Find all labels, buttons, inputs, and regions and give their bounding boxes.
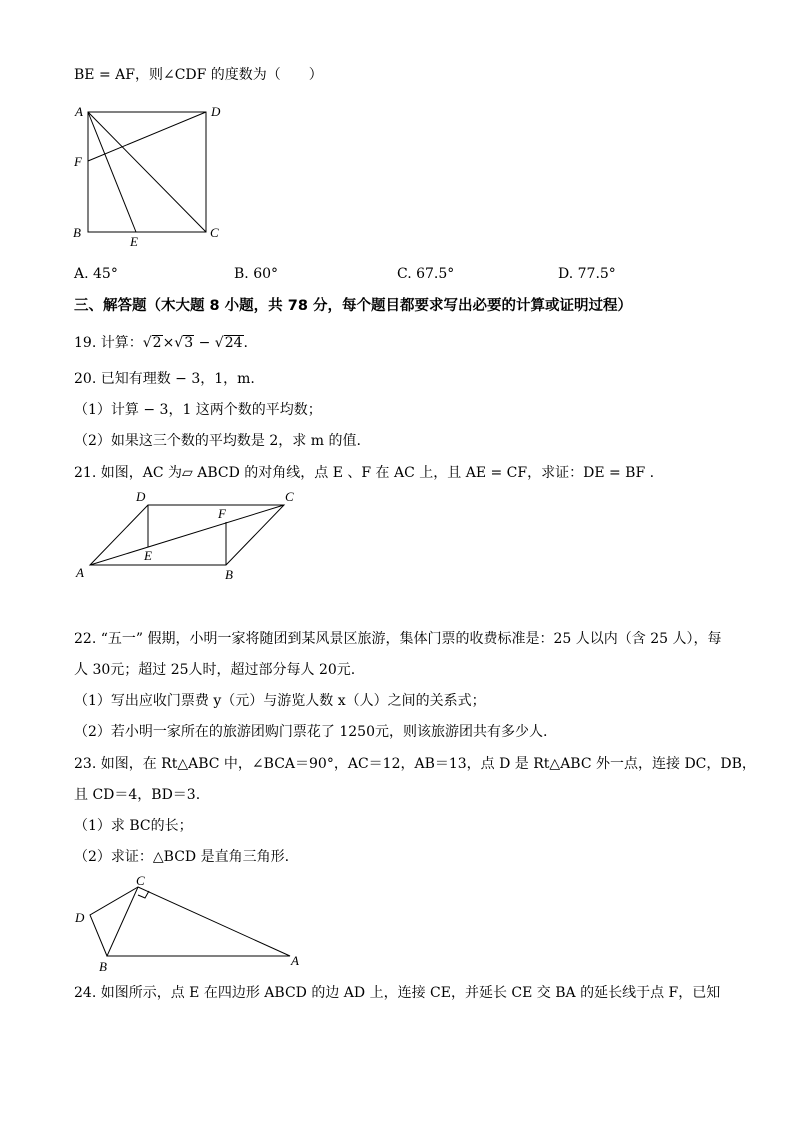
- q23-label-A: A: [291, 953, 299, 968]
- q23-part1: （1）求 BC的长；: [74, 818, 193, 834]
- q21-stem: 21. 如图，AC 为▱ ABCD 的对角线，点 E 、F 在 AC 上，且 AE = CF，求证：DE = BF .: [74, 465, 655, 481]
- q21-label-F: F: [218, 506, 226, 521]
- q18-label-A: A: [75, 104, 83, 119]
- q20-part1: （1）计算 − 3，1 这两个数的平均数；: [74, 402, 322, 418]
- section-three-title: 三、解答题（木大题 8 小题，共 78 分，每个题目都要求写出必要的计算或证明过程）: [74, 298, 632, 314]
- q22-line1: 22. “五一” 假期，小明一家将随团到某风景区旅游，集体门票的收费标准是：25 人以内（含 25 人），每: [74, 631, 722, 647]
- q21-label-A: A: [76, 565, 84, 580]
- q23-label-B: B: [99, 959, 107, 974]
- q19-end: .: [243, 335, 248, 351]
- q21-label-D: D: [136, 489, 146, 504]
- q19-radicand-2: 3: [184, 335, 194, 351]
- q19-minus: −: [194, 335, 215, 351]
- q23-part2: （2）求证：△BCD 是直角三角形.: [74, 849, 290, 865]
- q20-part2: （2）如果这三个数的平均数是 2，求 m 的值.: [74, 433, 361, 449]
- q19-sqrt-sign-2: √: [174, 335, 184, 351]
- q18-label-B: B: [73, 225, 81, 240]
- q24-line1: 24. 如图所示，点 E 在四边形 ABCD 的边 AD 上，连接 CE，并延长 CE 交 BA 的延长线于点 F，已知: [74, 985, 721, 1001]
- q23-label-D: D: [75, 910, 85, 925]
- q18-label-C: C: [210, 225, 219, 240]
- q18-stem-tail: BE = AF，则∠CDF 的度数为（ ）: [74, 67, 323, 83]
- q19-times: ×: [162, 335, 175, 351]
- q22-part2: （2）若小明一家所在的旅游团购门票花了 1250元，则该旅游团共有多少人.: [74, 724, 548, 740]
- q19-radicand-1: 2: [152, 335, 162, 351]
- q18-label-F: F: [74, 154, 82, 169]
- q19-sqrt-sign-1: √: [142, 335, 152, 351]
- q23-line1: 23. 如图，在 Rt△ABC 中，∠BCA＝90°，AC＝12，AB＝13，点 D 是 Rt△ABC 外一点，连接 DC，DB，: [74, 756, 756, 772]
- q19-prefix: 19. 计算：: [74, 335, 143, 351]
- q18-option-d: D. 77.5°: [558, 266, 616, 282]
- q18-label-E: E: [130, 234, 138, 249]
- q21-label-B: B: [225, 567, 233, 582]
- q18-option-c: C. 67.5°: [397, 266, 455, 282]
- q21-label-C: C: [285, 489, 294, 504]
- q22-part1: （1）写出应收门票费 y（元）与游览人数 x（人）之间的关系式；: [74, 693, 486, 709]
- q18-label-D: D: [211, 104, 221, 119]
- q18-option-b: B. 60°: [234, 266, 279, 282]
- q19-radicand-3: 24: [224, 335, 243, 351]
- q20-stem: 20. 已知有理数 − 3，1，m.: [74, 371, 255, 387]
- q23-label-C: C: [136, 873, 145, 888]
- q23-line2: 且 CD＝4，BD＝3.: [74, 787, 201, 803]
- q18-option-a: A. 45°: [74, 266, 118, 282]
- q22-line2: 人 30元；超过 25人时，超过部分每人 20元.: [74, 662, 356, 678]
- q19-sqrt-sign-3: √: [214, 335, 224, 351]
- q21-label-E: E: [144, 548, 152, 563]
